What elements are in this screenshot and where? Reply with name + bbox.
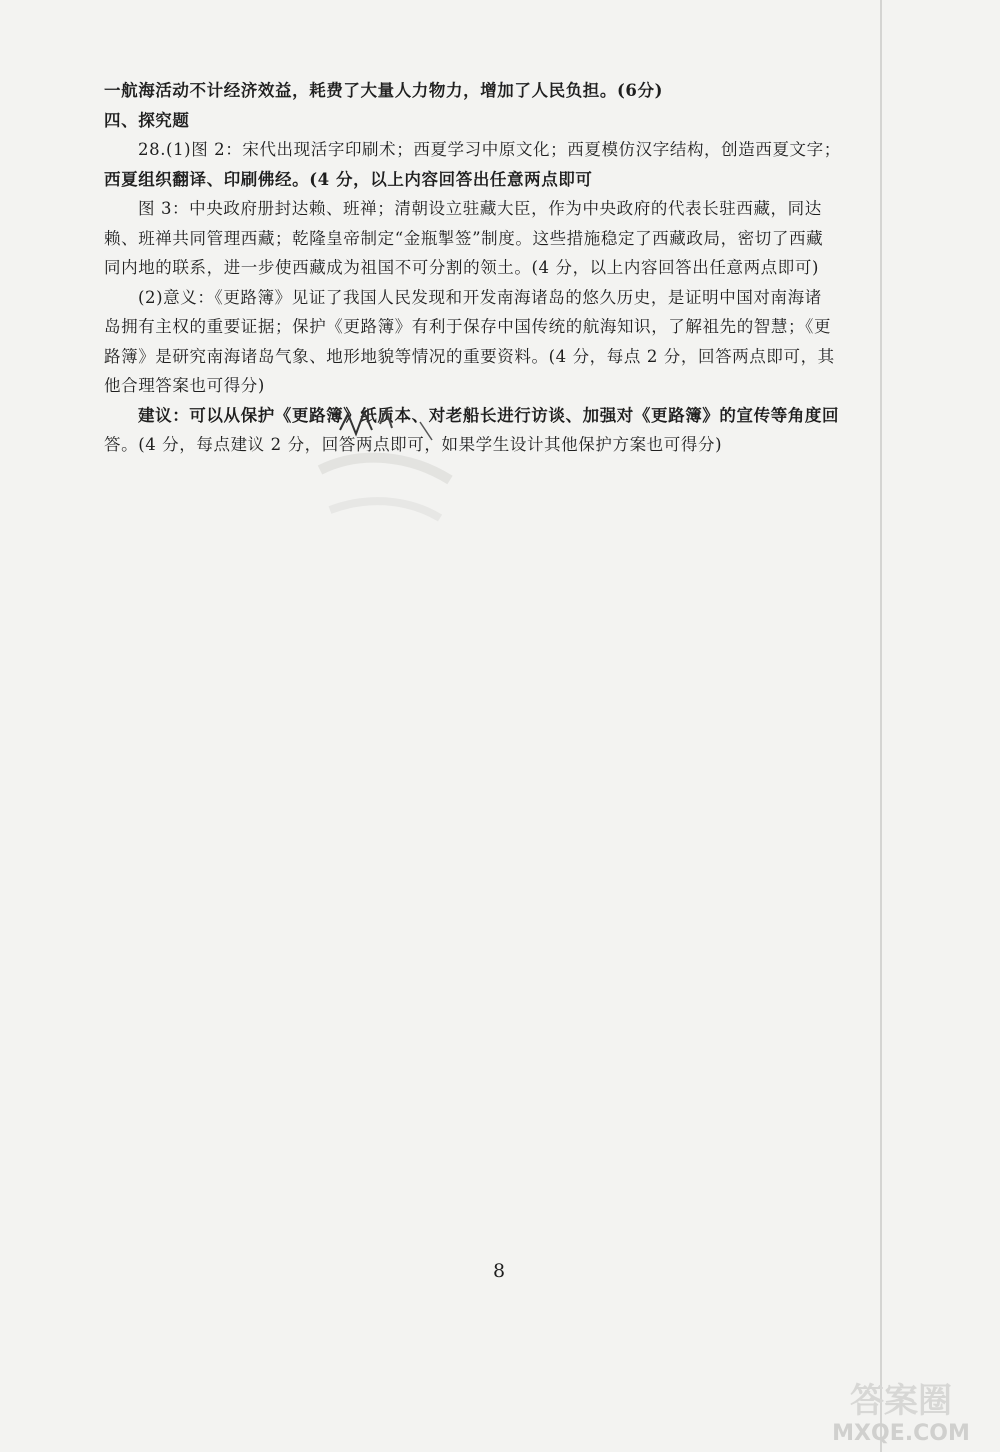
text-line: 答。(4 分，每点建议 2 分，回答两点即可，如果学生设计其他保护方案也可得分) [104,435,723,454]
watermark-bottom-text: MXQE.COM [832,1421,970,1446]
text-line: 图 3：中央政府册封达赖、班禅；清朝设立驻藏大臣，作为中央政府的代表长驻西藏，同达 [138,199,822,218]
text-line: 28.(1)图 2：宋代出现活字印刷术；西夏学习中原文化；西夏模仿汉字结构，创造西夏文字； [138,140,841,159]
watermark-top-text: 答案圈 [850,1381,952,1421]
handwritten-scribble [300,400,480,540]
page-number: 8 [492,1260,506,1282]
text-line: 路簿》是研究南海诸岛气象、地形地貌等情况的重要资料。(4 分，每点 2 分，回答两点即可，其 [104,346,835,366]
text-line: (2)意义：《更路簿》见证了我国人民发现和开发南海诸岛的悠久历史，是证明中国对南海诸 [138,287,822,307]
text-line: 同内地的联系，进一步使西藏成为祖国不可分割的领土。(4 分，以上内容回答出任意两点即可) [104,258,820,277]
text-line: 西夏组织翻译、印刷佛经。(4 分，以上内容回答出任意两点即可 [104,169,593,189]
text-line: 一航海活动不计经济效益，耗费了大量人力物力，增加了人民负担。(6分) [104,81,663,100]
watermark-logo [808,1376,994,1446]
section-heading: 四、探究题 [104,110,190,130]
text-line: 建议：可以从保护《更路簿》纸质本、对老船长进行访谈、加强对《更路簿》的宣传等角度回 [138,405,840,425]
text-line: 他合理答案也可得分) [104,376,265,395]
text-line: 赖、班禅共同管理西藏；乾隆皇帝制定“金瓶掣签”制度。这些措施稳定了西藏政局，密切了西藏 [104,228,824,248]
answer-text-block [104,76,888,460]
text-line: 岛拥有主权的重要证据；保护《更路簿》有利于保存中国传统的航海知识，了解祖先的智慧；《更 [104,317,832,336]
